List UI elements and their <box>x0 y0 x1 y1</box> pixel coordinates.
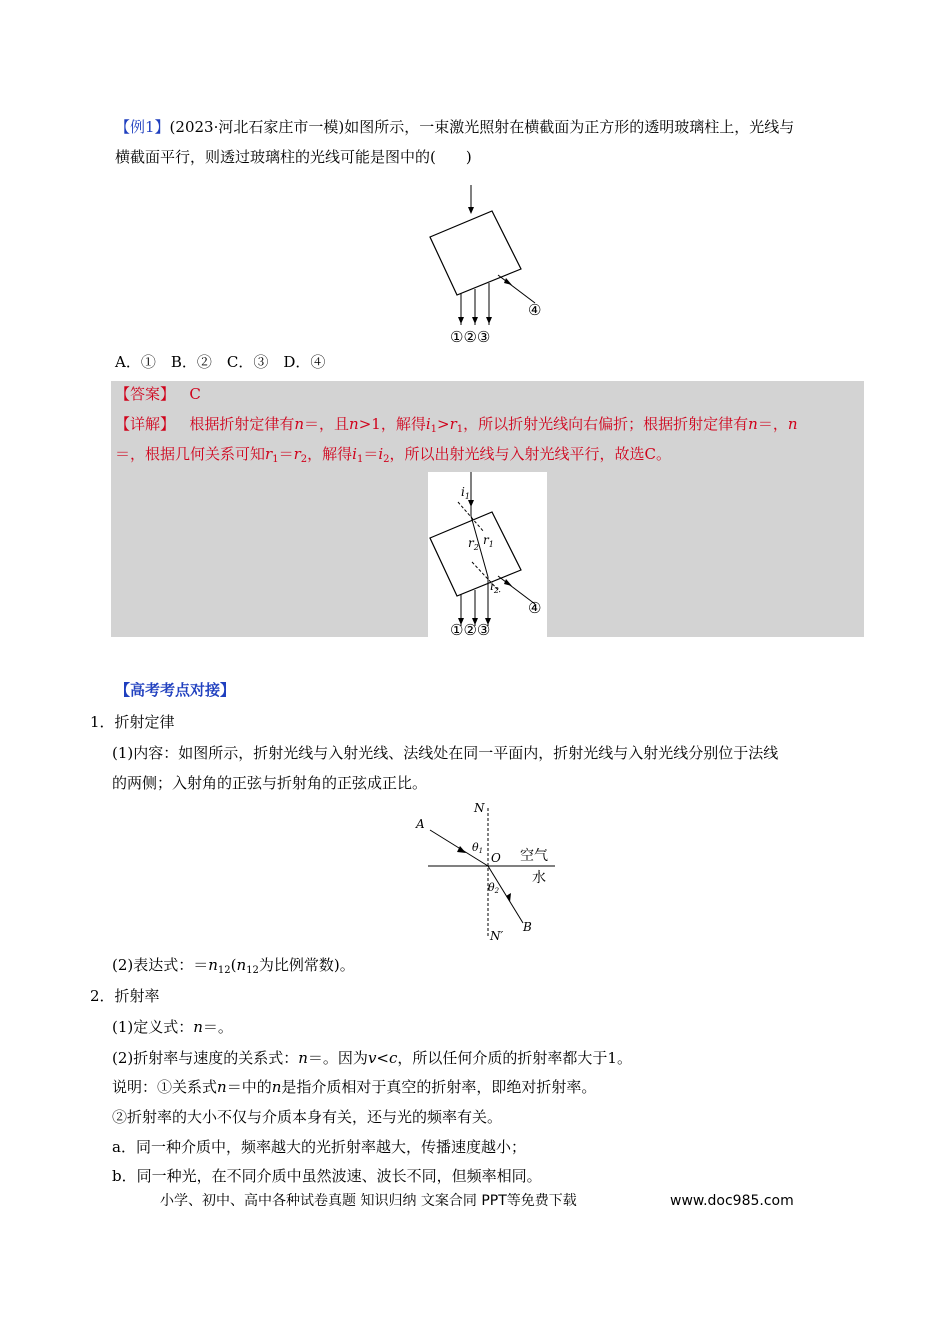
fig2-i1-label: $i_1$ <box>461 485 470 501</box>
refraction-diagram <box>410 798 570 948</box>
item2-note1: 说明：①关系式n＝中的n是指介质相对于真空的折射率，即绝对折射率。 <box>112 1078 597 1096</box>
fig2-i2-label: $i_2$ <box>490 579 499 595</box>
detail-line1: 【详解】 根据折射定律有n＝，且n>1，解得$i_1>r_1$，所以折射光线向右偏折；根据折射定律有n＝，n <box>115 415 798 435</box>
normal-n-label: N <box>474 801 485 815</box>
fig1-input-label: ④ <box>528 301 542 319</box>
example-tag: 【例1】 <box>115 118 170 136</box>
fig2-r1-label: $r_1$ <box>483 533 494 549</box>
footer-text: 小学、初中、高中各种试卷真题 知识归纳 文案合同 PPT等免费下载 <box>160 1193 577 1209</box>
prism-figure-detailed <box>428 472 547 637</box>
section-title: 【高考考点对接】 <box>115 681 236 699</box>
item1-content-line2: 的两侧；入射角的正弦与折射角的正弦成正比。 <box>112 774 428 792</box>
item2-definition: (1)定义式：n＝。 <box>112 1018 233 1036</box>
prism-figure <box>420 185 550 345</box>
theta1-label: θ1 <box>472 841 484 855</box>
item2-title: 2．折射率 <box>90 987 160 1005</box>
water-label: 水 <box>532 870 546 886</box>
example-options: A．① B．② C．③ D．④ <box>115 353 326 371</box>
fig1-outputs-label: ①②③ <box>450 328 491 345</box>
footer-url[interactable]: www.doc985.com <box>670 1193 794 1209</box>
theta2-label: θ2 <box>488 881 500 895</box>
normal-nprime-label: N′ <box>490 929 504 943</box>
point-o-label: O <box>491 851 501 865</box>
item2-note2: ②折射率的大小不仅与介质本身有关，还与光的频率有关。 <box>112 1108 503 1126</box>
item1-expression: (2)表达式：$=n_{12}(n_{12}$为比例常数)。 <box>112 956 355 976</box>
air-label: 空气 <box>520 848 548 864</box>
example-question-line1: 【例1】(2023·河北石家庄市一模)如图所示，一束激光照射在横截面为正方形的透明玻璃柱上，光线与 <box>115 118 795 136</box>
item1-title: 1．折射定律 <box>90 713 175 731</box>
detail-line2: ＝，根据几何关系可知$r_1=r_2$，解得$i_1=i_2$，所以出射光线与入射光线平行，故选C。 <box>115 445 672 465</box>
item2-relation: (2)折射率与速度的关系式：n＝。因为v<c，所以任何介质的折射率都大于1。 <box>112 1049 632 1067</box>
answer-line: 【答案】 C <box>115 385 201 403</box>
example-question-line2: 横截面平行，则透过玻璃柱的光线可能是图中的( ) <box>115 148 472 166</box>
item2-point-a: a．同一种介质中，频率越大的光折射率越大，传播速度越小； <box>112 1138 526 1156</box>
item1-content-line1: (1)内容：如图所示，折射光线与入射光线、法线处在同一平面内，折射光线与入射光线分别位于法线 <box>112 744 779 762</box>
fig2-input-label: ④ <box>528 599 542 617</box>
point-b-label: B <box>523 920 532 934</box>
point-a-label: A <box>416 817 425 831</box>
item2-point-b: b．同一种光，在不同介质中虽然波速、波长不同，但频率相同。 <box>112 1167 542 1185</box>
fig2-outputs-label: ①②③ <box>450 621 491 637</box>
answer-value: C <box>189 385 201 403</box>
fig2-r2-label: $r_2$ <box>468 536 479 552</box>
